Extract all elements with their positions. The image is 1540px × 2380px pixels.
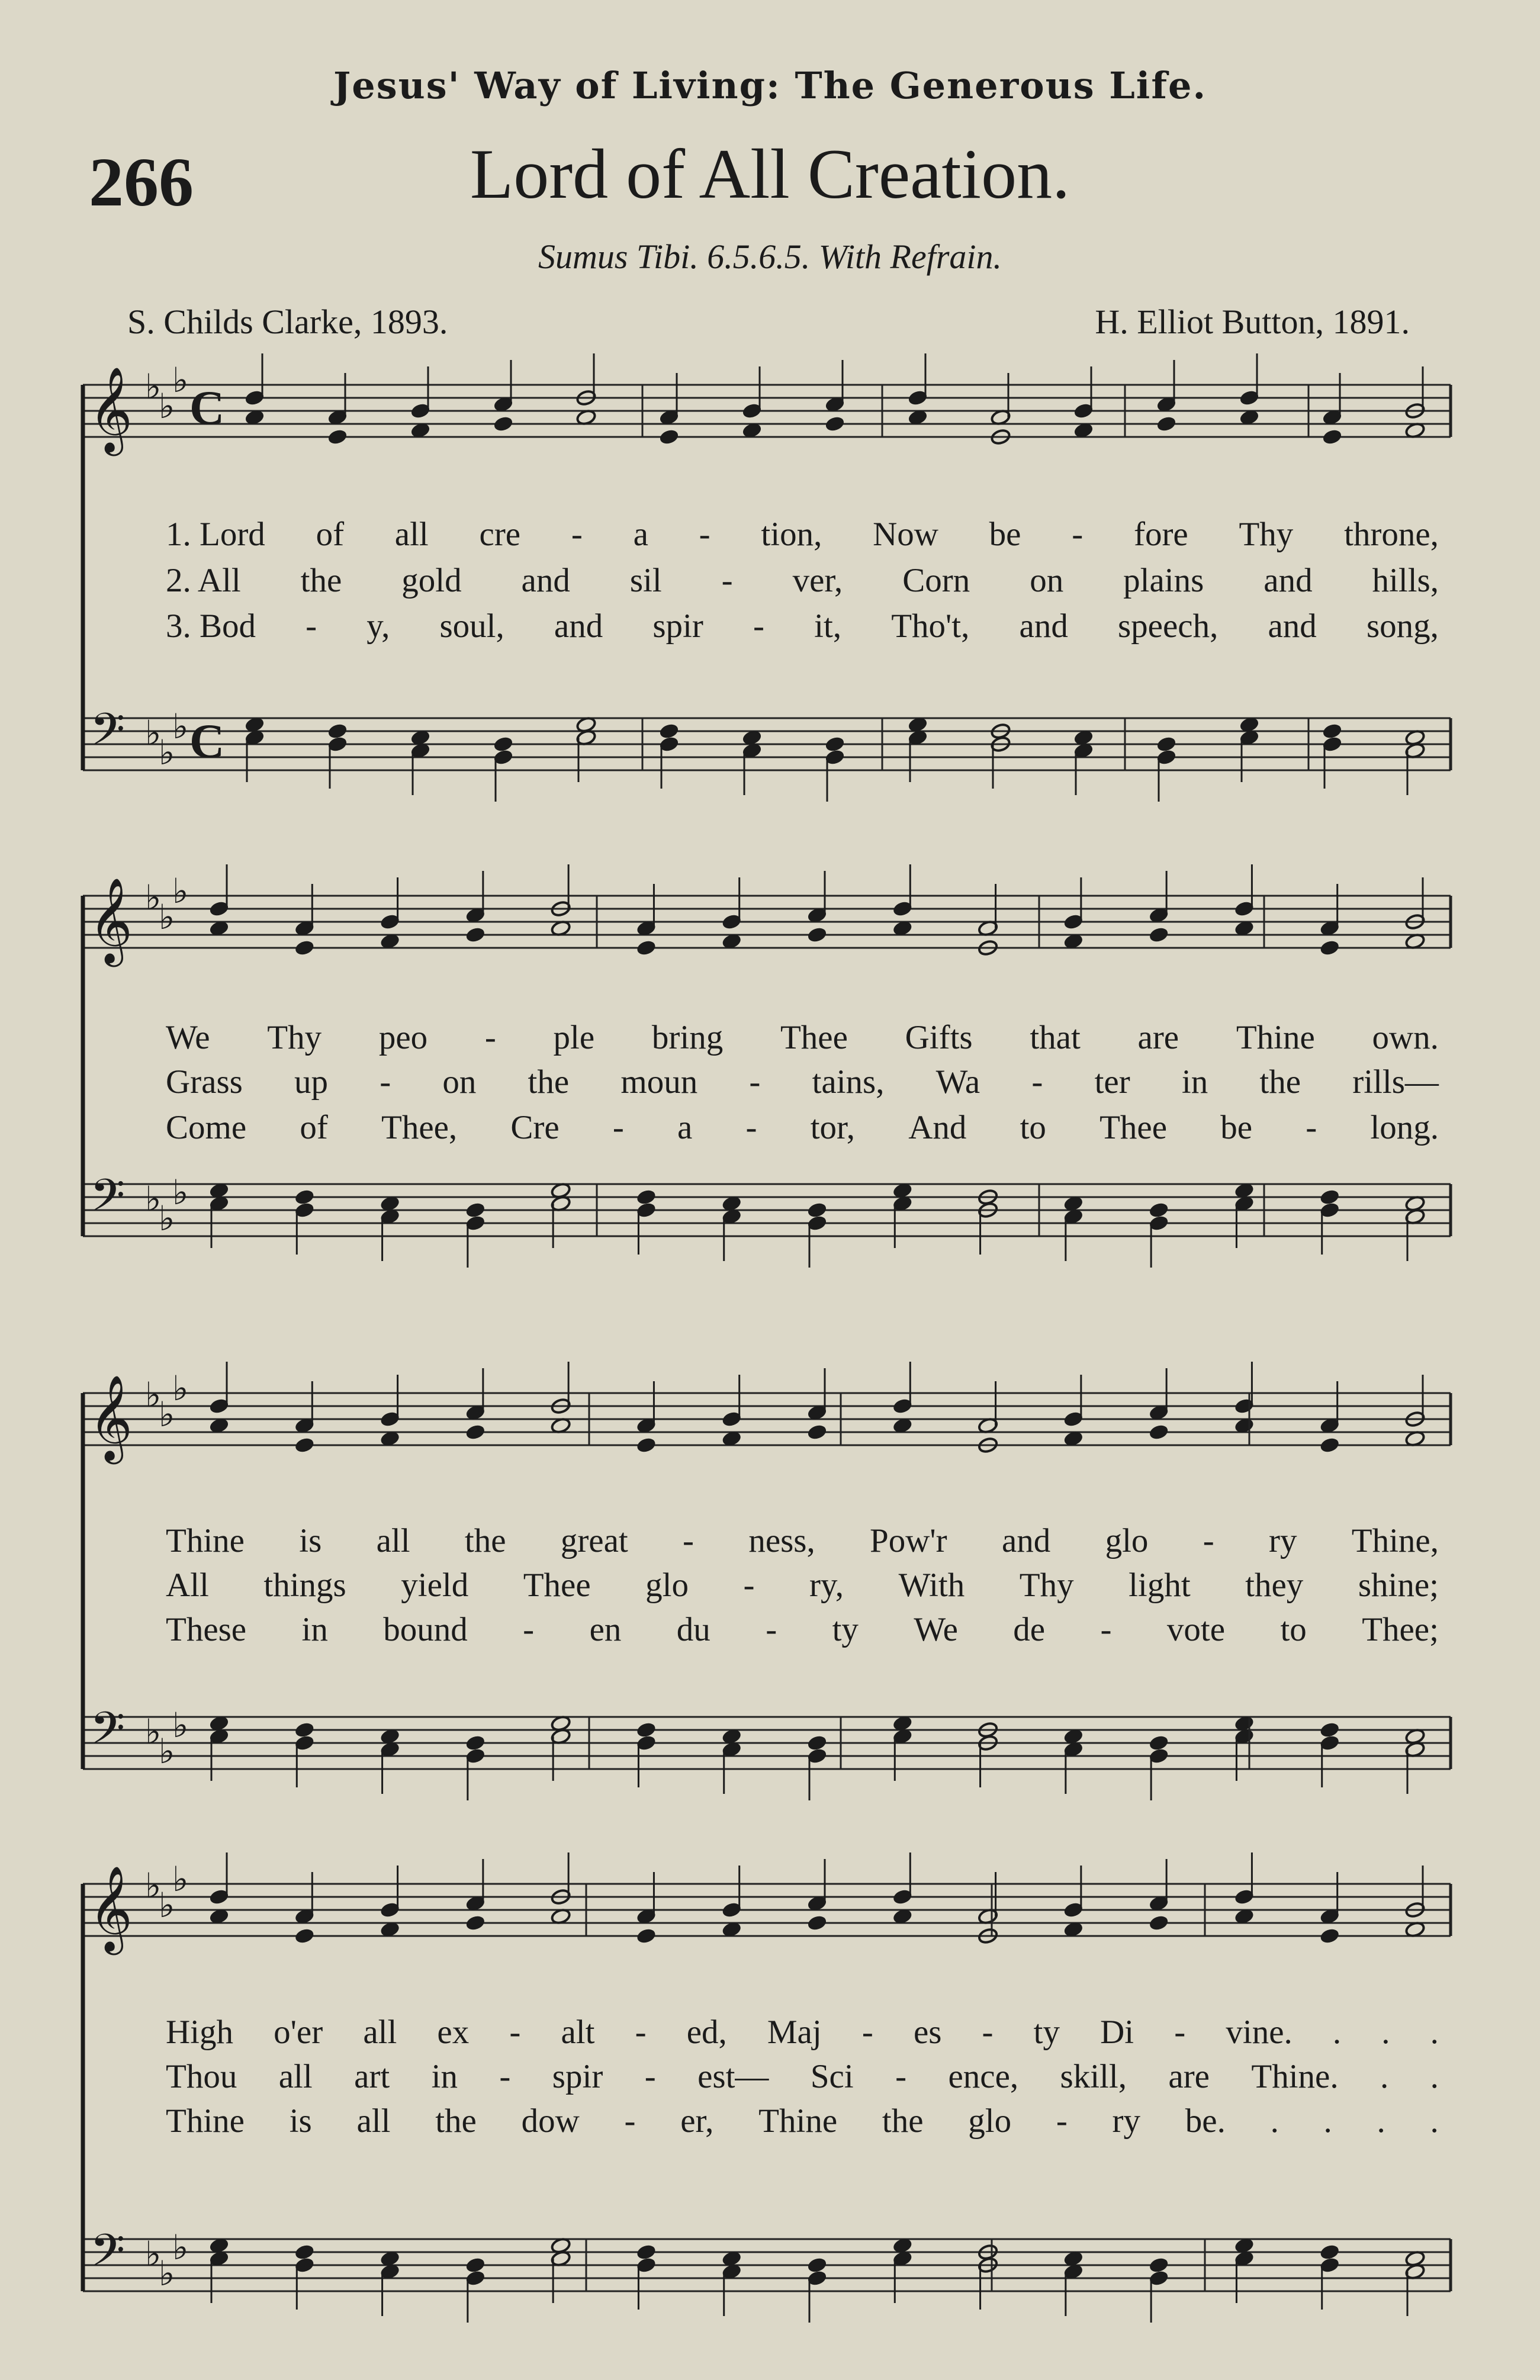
lyric-syllable: it, <box>814 607 842 645</box>
lyric-syllable: alt <box>561 2014 595 2051</box>
lyric-syllable: . <box>1430 2102 1439 2140</box>
lyric-line <box>166 1566 1439 1607</box>
treble-clef-icon: 𝄞 <box>89 366 133 452</box>
lyric-syllable: - <box>306 607 317 645</box>
lyric-syllable: speech, <box>1118 607 1219 645</box>
lyric-syllable: - <box>861 2014 873 2051</box>
lyric-syllable: - <box>745 1109 757 1146</box>
composer-credit: H. Elliot Button, 1891. <box>1095 303 1410 341</box>
lyric-syllable: ter <box>1094 1063 1130 1101</box>
lyric-syllable: of <box>316 516 345 553</box>
lyric-line <box>166 2102 1439 2143</box>
lyric-syllable: vote <box>1166 1611 1226 1648</box>
lyric-syllable: ry <box>1112 2102 1141 2140</box>
lyric-syllable: the <box>528 1063 570 1101</box>
lyric-syllable: Thy <box>267 1019 322 1056</box>
lyric-syllable: 1. Lord <box>166 516 265 553</box>
lyric-syllable: - <box>699 516 710 553</box>
lyric-syllable: Thee <box>523 1567 591 1604</box>
treble-clef-icon: 𝄞 <box>89 1866 133 1951</box>
flat-icon: ♭ <box>145 1179 162 1219</box>
lyric-syllable: and <box>521 562 570 599</box>
lyric-syllable: own. <box>1372 1019 1439 1056</box>
lyric-syllable: - <box>1056 2102 1068 2140</box>
bass-staff <box>83 716 1451 802</box>
lyric-syllable: High <box>166 2014 233 2051</box>
lyric-line <box>166 1063 1439 1104</box>
lyric-syllable: de <box>1013 1611 1046 1648</box>
lyric-syllable: - <box>509 2014 521 2051</box>
lyric-syllable: throne, <box>1344 516 1439 553</box>
lyric-syllable: . <box>1430 2058 1439 2095</box>
lyric-syllable: o'er <box>274 2014 323 2051</box>
bass-staff <box>83 1182 1451 1268</box>
lyric-syllable: We <box>914 1611 958 1648</box>
lyric-syllable: ry <box>1268 1522 1297 1559</box>
bass-clef-icon: 𝄢 <box>90 2224 126 2288</box>
lyric-syllable: - <box>743 1567 755 1604</box>
lyric-syllable: to <box>1020 1109 1046 1146</box>
lyric-syllable: long. <box>1370 1109 1439 1146</box>
bass-clef-icon: 𝄢 <box>90 703 126 767</box>
flat-icon: ♭ <box>159 732 175 773</box>
lyric-syllable: all <box>394 516 429 553</box>
bass-staff <box>83 1715 1451 1800</box>
lyric-syllable: skill, <box>1060 2058 1127 2095</box>
lyric-syllable: Come <box>166 1109 247 1146</box>
lyric-syllable: - <box>1072 516 1084 553</box>
lyric-syllable: and <box>1001 1522 1051 1559</box>
lyric-syllable: and <box>1268 607 1317 645</box>
flat-icon: ♭ <box>159 1198 175 1239</box>
lyric-syllable: - <box>1174 2014 1186 2051</box>
lyric-syllable: the <box>1259 1063 1301 1101</box>
treble-staff <box>83 1362 1451 1454</box>
lyric-syllable: es <box>913 2014 942 2051</box>
lyric-syllable: ness, <box>748 1522 815 1559</box>
bass-clef-icon: 𝄢 <box>90 1169 126 1233</box>
lyric-syllable: - <box>766 1611 777 1648</box>
lyric-syllable: spir <box>552 2058 603 2095</box>
lyric-syllable: Thy <box>1239 516 1294 553</box>
lyric-syllable: cre <box>479 516 521 553</box>
lyric-syllable: glo <box>645 1567 689 1604</box>
lyric-syllable: on <box>442 1063 477 1101</box>
lyric-syllable: - <box>635 2014 647 2051</box>
flat-icon: ♭ <box>159 1885 175 1925</box>
lyric-syllable: be. <box>1185 2102 1226 2140</box>
lyric-syllable: things <box>263 1567 346 1604</box>
lyric-syllable: up <box>294 1063 328 1101</box>
lyric-syllable: 2. All <box>166 562 241 599</box>
lyric-syllable: of <box>300 1109 328 1146</box>
lyric-syllable: dow <box>521 2102 580 2140</box>
lyric-syllable: ry, <box>809 1567 844 1604</box>
lyric-syllable: is <box>289 2102 312 2140</box>
lyric-syllable: vine. <box>1226 2014 1293 2051</box>
flat-icon: ♭ <box>159 386 175 426</box>
flat-icon: ♭ <box>145 1866 162 1906</box>
treble-clef-icon: 𝄞 <box>89 877 133 963</box>
flat-icon: ♭ <box>172 360 189 400</box>
lyric-syllable: ence, <box>948 2058 1019 2095</box>
lyric-syllable: art <box>354 2058 390 2095</box>
flat-icon: ♭ <box>159 1394 175 1435</box>
lyric-syllable: er, <box>680 2102 714 2140</box>
lyric-syllable: Thee, <box>381 1109 458 1146</box>
lyric-syllable: Thee <box>1099 1109 1168 1146</box>
flat-icon: ♭ <box>172 1172 189 1212</box>
lyric-line <box>166 561 1439 603</box>
lyric-syllable: And <box>908 1109 967 1146</box>
lyric-syllable: be <box>1220 1109 1253 1146</box>
lyric-line <box>166 2057 1439 2099</box>
lyric-syllable: - <box>721 562 733 599</box>
lyric-syllable: All <box>166 1567 209 1604</box>
lyric-syllable: . <box>1332 2014 1342 2051</box>
flat-icon: ♭ <box>145 366 162 407</box>
lyric-syllable: tion, <box>761 516 822 553</box>
lyric-syllable: ver, <box>792 562 843 599</box>
lyric-syllable: Thine. <box>1251 2058 1339 2095</box>
lyric-syllable: - <box>749 1063 761 1101</box>
lyric-line <box>166 515 1439 557</box>
lyric-syllable: be <box>989 516 1021 553</box>
lyric-syllable: great <box>560 1522 628 1559</box>
lyric-syllable: . <box>1377 2102 1385 2140</box>
treble-staff <box>83 864 1451 957</box>
lyric-syllable: Cre <box>510 1109 560 1146</box>
lyric-syllable: - <box>895 2058 907 2095</box>
flat-icon: ♭ <box>159 1731 175 1771</box>
lyric-syllable: - <box>683 1522 695 1559</box>
lyric-syllable: 3. Bod <box>166 607 256 645</box>
lyric-syllable: Maj <box>767 2014 822 2051</box>
lyric-syllable: With <box>898 1567 965 1604</box>
lyric-syllable: Sci <box>810 2058 854 2095</box>
lyric-line <box>166 1108 1439 1150</box>
lyric-syllable: all <box>278 2058 313 2095</box>
lyric-syllable: Pow'r <box>870 1522 947 1559</box>
hymn-title: Lord of All Creation. <box>470 134 1070 213</box>
lyric-syllable: in <box>1181 1063 1208 1101</box>
lyric-line <box>166 1522 1439 1563</box>
lyric-syllable: is <box>299 1522 322 1559</box>
lyric-syllable: Thine <box>1236 1019 1315 1056</box>
lyric-syllable: shine; <box>1358 1567 1439 1604</box>
lyric-line <box>166 2013 1439 2054</box>
lyric-syllable: to <box>1280 1611 1307 1648</box>
lyric-syllable: - <box>523 1611 535 1648</box>
lyric-syllable: are <box>1137 1019 1179 1056</box>
lyric-syllable: Thou <box>166 2058 237 2095</box>
lyric-syllable: song, <box>1366 607 1439 645</box>
treble-staff <box>83 1852 1451 1945</box>
lyric-syllable: . <box>1381 2014 1390 2051</box>
lyric-syllable: tains, <box>812 1063 885 1101</box>
treble-clef-icon: 𝄞 <box>89 1375 133 1461</box>
flat-icon: ♭ <box>172 1859 189 1899</box>
lyric-syllable: tor, <box>810 1109 856 1146</box>
lyric-syllable: We <box>166 1019 210 1056</box>
running-head: Jesus' Way of Living: The Generous Life. <box>333 64 1207 107</box>
lyric-syllable: the <box>464 1522 506 1559</box>
lyric-syllable: rills— <box>1352 1063 1439 1101</box>
lyric-syllable: - <box>571 516 583 553</box>
flat-icon: ♭ <box>145 877 162 918</box>
lyric-syllable: . <box>1323 2102 1332 2140</box>
lyric-syllable: and <box>1263 562 1313 599</box>
lyric-syllable: - <box>624 2102 636 2140</box>
lyric-syllable: Grass <box>166 1063 243 1101</box>
lyric-syllable: Thee <box>780 1019 848 1056</box>
lyric-syllable: are <box>1168 2058 1210 2095</box>
lyric-syllable: they <box>1245 1567 1304 1604</box>
lyric-syllable: and <box>554 607 603 645</box>
lyric-syllable: in <box>301 1611 328 1648</box>
lyric-line <box>166 607 1439 648</box>
lyric-syllable: bound <box>383 1611 468 1648</box>
flat-icon: ♭ <box>159 897 175 937</box>
lyric-syllable: Thine <box>166 2102 245 2140</box>
lyric-syllable: all <box>363 2014 397 2051</box>
flat-icon: ♭ <box>172 1368 189 1408</box>
lyric-syllable: These <box>166 1611 247 1648</box>
lyric-syllable: - <box>484 1019 496 1056</box>
lyric-syllable: peo <box>378 1019 428 1056</box>
treble-staff <box>83 353 1451 446</box>
lyric-syllable: on <box>1030 562 1064 599</box>
lyric-syllable: sil <box>629 562 662 599</box>
lyric-syllable: Thine <box>758 2102 838 2140</box>
bass-staff <box>83 2237 1451 2323</box>
lyric-syllable: the <box>882 2102 924 2140</box>
lyric-syllable: moun <box>620 1063 698 1101</box>
lyric-syllable: Now <box>873 516 938 553</box>
flat-icon: ♭ <box>172 1705 189 1745</box>
lyric-syllable: Tho't, <box>891 607 970 645</box>
lyric-syllable: - <box>644 2058 656 2095</box>
lyric-syllable: the <box>300 562 342 599</box>
hymn-number: 266 <box>89 143 194 221</box>
lyric-syllable: y, <box>366 607 390 645</box>
flat-icon: ♭ <box>172 871 189 911</box>
lyric-syllable: . <box>1430 2014 1439 2051</box>
flat-icon: ♭ <box>145 713 162 753</box>
lyric-syllable: est— <box>697 2058 769 2095</box>
tune-line: Sumus Tibi. 6.5.6.5. With Refrain. <box>538 237 1002 276</box>
lyric-syllable: gold <box>401 562 462 599</box>
lyric-line <box>166 1018 1439 1060</box>
author-credit: S. Childs Clarke, 1893. <box>127 303 448 341</box>
lyric-syllable: - <box>1100 1611 1112 1648</box>
lyric-syllable: Gifts <box>905 1019 973 1056</box>
lyric-syllable: en <box>589 1611 622 1648</box>
lyric-syllable: plains <box>1123 562 1204 599</box>
lyric-syllable: light <box>1129 1567 1191 1604</box>
flat-icon: ♭ <box>172 2227 189 2268</box>
lyric-syllable: - <box>1031 1063 1043 1101</box>
lyric-syllable: that <box>1030 1019 1081 1056</box>
lyric-syllable: hills, <box>1372 562 1439 599</box>
lyric-syllable: glo <box>968 2102 1012 2140</box>
lyric-syllable: . <box>1380 2058 1389 2095</box>
bass-clef-icon: 𝄢 <box>90 1702 126 1765</box>
lyric-syllable: spir <box>652 607 703 645</box>
lyric-syllable: ple <box>553 1019 595 1056</box>
lyric-syllable: ty <box>1033 2014 1060 2051</box>
lyric-syllable: glo <box>1105 1522 1149 1559</box>
lyric-line <box>166 1610 1439 1652</box>
common-time-icon: C <box>189 381 225 435</box>
lyric-syllable: in <box>431 2058 458 2095</box>
lyric-syllable: and <box>1019 607 1068 645</box>
lyric-syllable: - <box>499 2058 511 2095</box>
lyric-syllable: all <box>356 2102 391 2140</box>
flat-icon: ♭ <box>145 2234 162 2274</box>
lyric-syllable: Thee; <box>1362 1611 1439 1648</box>
lyric-syllable: - <box>612 1109 624 1146</box>
flat-icon: ♭ <box>159 2253 175 2294</box>
lyric-syllable: Thine, <box>1351 1522 1439 1559</box>
flat-icon: ♭ <box>145 1712 162 1752</box>
lyric-syllable: the <box>435 2102 477 2140</box>
flat-icon: ♭ <box>172 706 189 747</box>
lyric-syllable: ex <box>437 2014 470 2051</box>
lyric-syllable: soul, <box>439 607 504 645</box>
lyric-syllable: - <box>1306 1109 1317 1146</box>
lyric-syllable: - <box>982 2014 994 2051</box>
lyric-syllable: Wa <box>935 1063 980 1101</box>
lyric-syllable: ty <box>832 1611 859 1648</box>
lyric-syllable: bring <box>651 1019 724 1056</box>
lyric-syllable: Corn <box>902 562 970 599</box>
lyric-syllable: ed, <box>686 2014 727 2051</box>
lyric-syllable: du <box>676 1611 710 1648</box>
lyric-syllable: - <box>1203 1522 1214 1559</box>
lyric-syllable: all <box>376 1522 410 1559</box>
lyric-syllable: a <box>677 1109 693 1146</box>
lyric-syllable: - <box>380 1063 391 1101</box>
lyric-syllable: Thy <box>1019 1567 1074 1604</box>
lyric-syllable: Di <box>1100 2014 1134 2051</box>
lyric-syllable: - <box>753 607 764 645</box>
flat-icon: ♭ <box>145 1375 162 1415</box>
lyric-syllable: . <box>1270 2102 1279 2140</box>
lyric-syllable: a <box>633 516 648 553</box>
lyric-syllable: Thine <box>166 1522 245 1559</box>
common-time-icon: C <box>189 714 225 768</box>
lyric-syllable: yield <box>401 1567 469 1604</box>
lyric-syllable: fore <box>1133 516 1188 553</box>
